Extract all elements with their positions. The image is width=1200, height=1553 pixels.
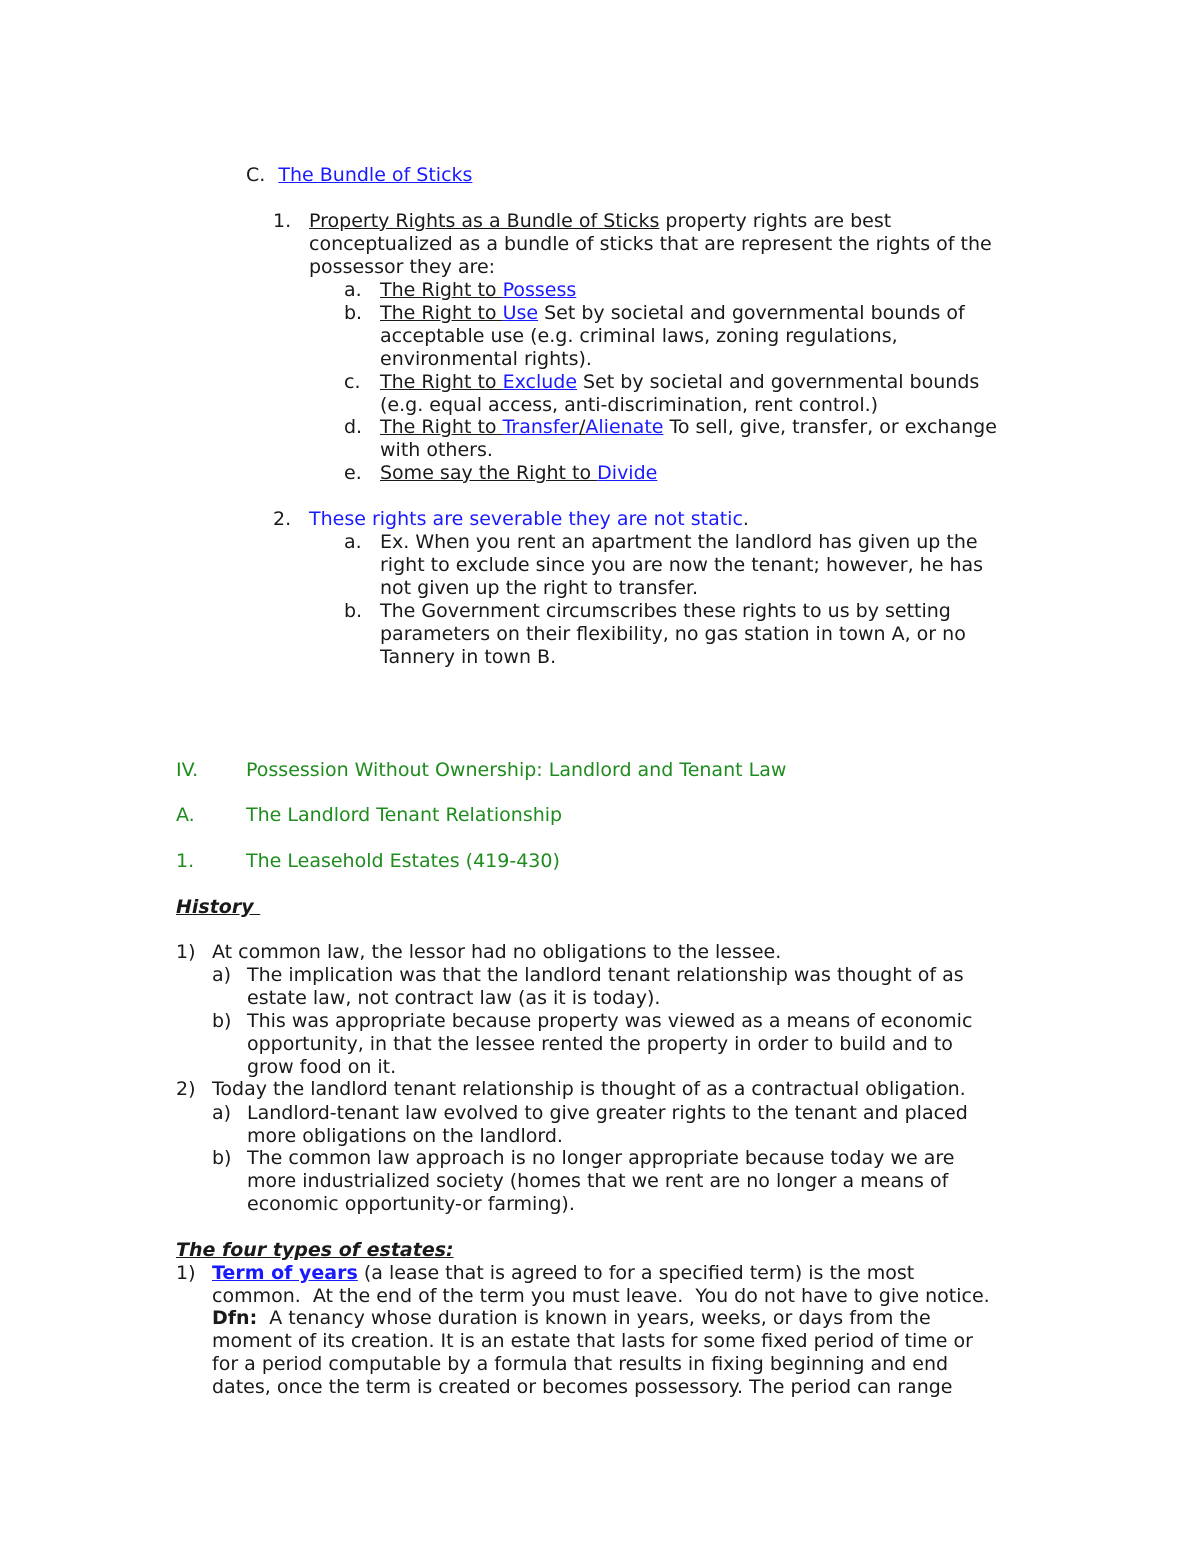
sub-c-prefix: The Right to	[380, 371, 503, 393]
sub-c-text: Set by societal and governmental bounds	[577, 371, 980, 393]
alienate-link[interactable]: Alienate	[585, 416, 664, 438]
estates-1-line-6: dates, once the term is created or becomes possessory. The period can range	[212, 1376, 953, 1398]
item-2-sub-a-line-2: right to exclude since you are now the tenant; however, he has	[380, 554, 984, 576]
dfn-text: A tenancy whose duration is known in years, weeks, or days from the	[257, 1307, 931, 1329]
history-1a-marker: a)	[212, 964, 232, 986]
section-c-heading	[246, 164, 472, 187]
estates-1-line-4: moment of its creation. It is an estate that lasts for some fixed period of time or	[212, 1330, 973, 1352]
sub-e-prefix: Some say the Right to	[380, 462, 598, 484]
sub-d-line	[380, 416, 997, 439]
history-1-marker: 1)	[176, 941, 196, 963]
history-1b-line-1: This was appropriate because property was viewed as a means of economic	[247, 1010, 973, 1032]
estates-heading: The four types of estates:	[176, 1239, 454, 1261]
item-2-sub-b-line-1: The Government circumscribes these rights to us by setting	[380, 600, 951, 622]
history-1b-marker: b)	[212, 1010, 232, 1032]
item-2-sub-a-line-3: not given up the right to transfer.	[380, 577, 698, 599]
sub-b-marker: b.	[344, 302, 363, 324]
item-2-sub-b-line-2: parameters on their flexibility, no gas station in town A, or no	[380, 623, 966, 645]
transfer-link[interactable]: Transfer	[502, 416, 579, 438]
history-1-text: At common law, the lessor had no obligations to the lessee.	[212, 941, 782, 963]
item-1-marker: 1.	[273, 210, 292, 232]
outline-1-marker: 1.	[176, 850, 195, 872]
use-link[interactable]: Use	[502, 302, 539, 324]
item-2-sub-b-marker: b.	[344, 600, 363, 622]
item-1-line-3: possessor they are:	[309, 256, 496, 278]
item-1-line-1	[273, 210, 291, 233]
history-2a-line-2: more obligations on the landlord.	[247, 1125, 563, 1147]
sub-a-line	[380, 279, 576, 302]
sub-b-cont-2: environmental rights).	[380, 348, 592, 370]
sub-b-prefix: The Right to	[380, 302, 503, 324]
sub-a-prefix: The Right to	[380, 279, 503, 301]
history-1b-line-2: opportunity, in that the lessee rented the property in order to build and to	[247, 1033, 953, 1055]
history-1a-line-2: estate law, not contract law (as it is today).	[247, 987, 661, 1009]
sub-d-marker: d.	[344, 416, 363, 438]
item-1-heading: Property Rights as a Bundle of Sticks	[309, 210, 660, 232]
history-2b-line-2: more industrialized society (homes that we rent are no longer a means of	[247, 1170, 949, 1192]
history-2b-marker: b)	[212, 1147, 232, 1169]
outline-1-heading: The Leasehold Estates (419-430)	[246, 850, 560, 872]
item-2-sub-a-line-1: Ex. When you rent an apartment the landlord has given up the	[380, 531, 978, 553]
outline-iv-marker: IV.	[176, 759, 199, 781]
sub-d-text: To sell, give, transfer, or exchange	[663, 416, 997, 438]
estates-1-dfn-line	[212, 1307, 931, 1330]
sub-b-line	[380, 302, 965, 325]
section-c-marker: C.	[246, 164, 266, 186]
estates-1-text: (a lease that is agreed to for a specified term) is the most	[357, 1262, 915, 1284]
sub-d-cont-1: with others.	[380, 439, 493, 461]
item-2-sub-a-marker: a.	[344, 531, 362, 553]
outline-a-heading: The Landlord Tenant Relationship	[246, 804, 563, 826]
estates-1-line-1	[212, 1262, 914, 1285]
history-2a-marker: a)	[212, 1102, 232, 1124]
sub-d-prefix: The Right to	[380, 416, 503, 438]
item-2-marker: 2.	[273, 508, 292, 530]
history-2-marker: 2)	[176, 1078, 196, 1100]
item-1-line-2: conceptualized as a bundle of sticks that are represent the rights of the	[309, 233, 992, 255]
sub-c-cont-1: (e.g. equal access, anti-discrimination, rent control.)	[380, 394, 879, 416]
estates-1-line-2: common. At the end of the term you must leave. You do not have to give notice.	[212, 1285, 990, 1307]
dfn-label: Dfn:	[212, 1307, 258, 1329]
possess-link[interactable]: Possess	[502, 279, 577, 301]
item-2-line	[309, 508, 749, 531]
exclude-link[interactable]: Exclude	[502, 371, 578, 393]
history-1a-line-1: The implication was that the landlord tenant relationship was thought of as	[247, 964, 964, 986]
history-2b-line-3: economic opportunity-or farming).	[247, 1193, 575, 1215]
sub-e-marker: e.	[344, 462, 362, 484]
estates-1-line-5: for a period computable by a formula that results in fixing beginning and end	[212, 1353, 949, 1375]
divide-link[interactable]: Divide	[597, 462, 658, 484]
sub-a-marker: a.	[344, 279, 362, 301]
item-2-period: .	[742, 508, 749, 530]
history-2b-line-1: The common law approach is no longer appropriate because today we are	[247, 1147, 955, 1169]
history-2-text: Today the landlord tenant relationship is thought of as a contractual obligation.	[212, 1078, 966, 1100]
outline-a-marker: A.	[176, 804, 195, 826]
history-1b-line-3: grow food on it.	[247, 1056, 397, 1078]
history-2a-line-1: Landlord-tenant law evolved to give greater rights to the tenant and placed	[247, 1102, 968, 1124]
outline-iv-heading: Possession Without Ownership: Landlord and Tenant Law	[246, 759, 787, 781]
item-1-first-line	[309, 210, 891, 233]
history-heading: History	[176, 896, 261, 918]
sub-e-line	[380, 462, 657, 485]
sub-c-line	[380, 371, 979, 394]
section-c-title-link[interactable]: The Bundle of Sticks	[278, 164, 473, 186]
estates-1-marker: 1)	[176, 1262, 196, 1284]
sub-d-slash: /	[578, 416, 586, 438]
item-2-sub-b-line-3: Tannery in town B.	[380, 646, 557, 668]
sub-b-cont-1: acceptable use (e.g. criminal laws, zoning regulations,	[380, 325, 898, 347]
sub-c-marker: c.	[344, 371, 361, 393]
item-2-heading: These rights are severable they are not static	[309, 508, 743, 530]
item-1-text: property rights are best	[659, 210, 892, 232]
sub-b-text: Set by societal and governmental bounds of	[538, 302, 965, 324]
term-of-years-link[interactable]: Term of years	[212, 1262, 358, 1284]
